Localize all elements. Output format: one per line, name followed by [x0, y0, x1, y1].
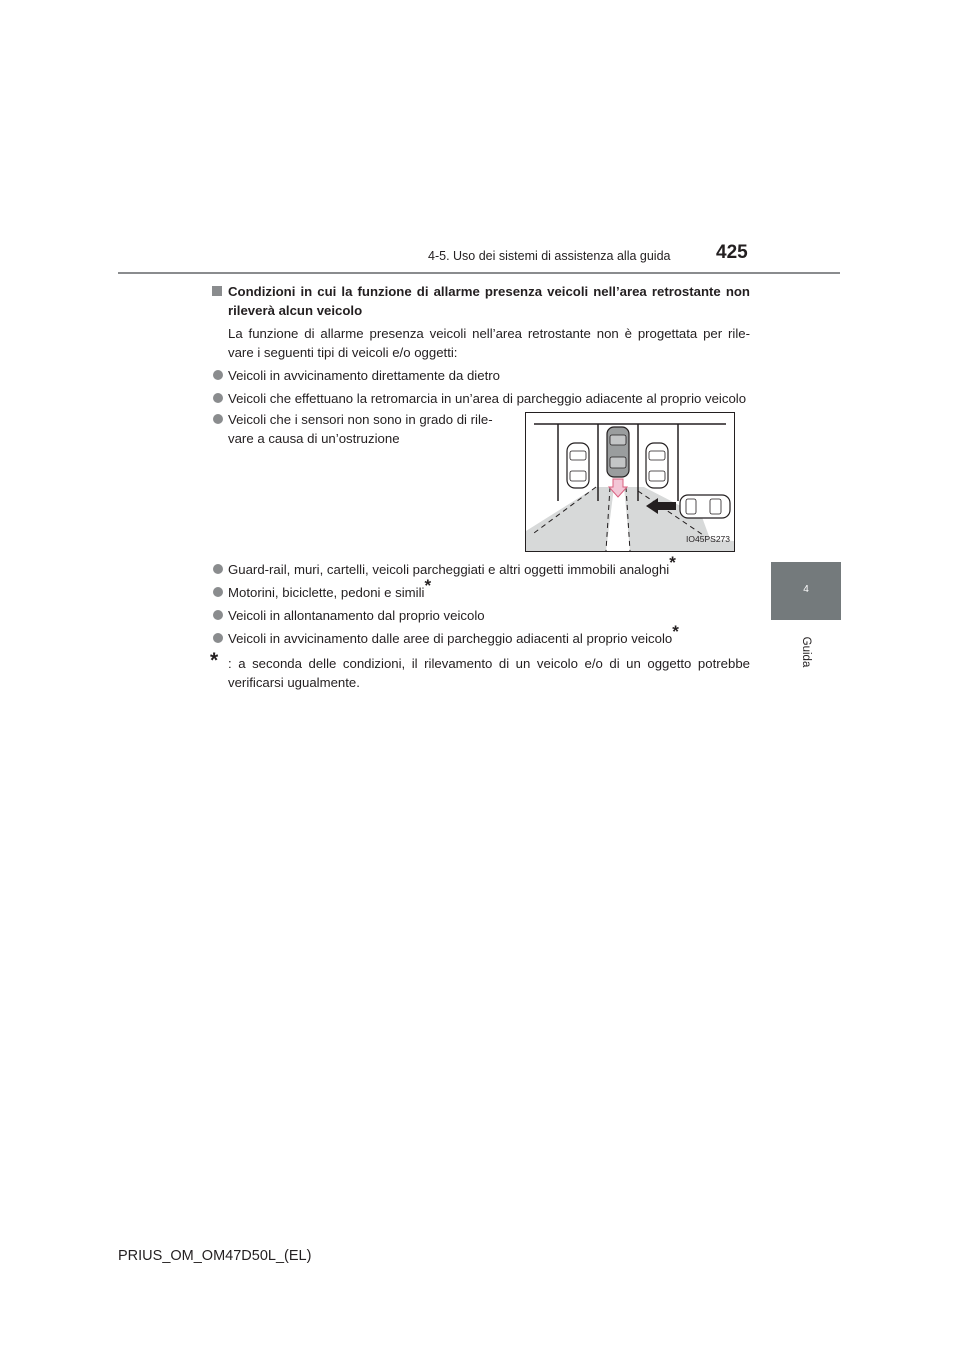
- car-windshield: [610, 435, 626, 445]
- chapter-number: 4: [803, 584, 809, 595]
- circle-bullet-icon: [213, 393, 223, 403]
- car-windshield: [649, 451, 665, 460]
- footnote-text: : a seconda delle condizioni, il rilevamento di un veicolo e/o di un oggetto potrebbe verificarsi ugualmente.: [228, 656, 750, 690]
- bullet-with-figure: [212, 410, 750, 556]
- asterisk-mark: *: [669, 553, 676, 572]
- car-window: [686, 499, 696, 514]
- own-car: [607, 427, 629, 477]
- list-item-text: Veicoli in avvicinamento dalle aree di parcheggio adiacenti al proprio veicolo: [228, 631, 673, 646]
- list-item: [212, 606, 750, 625]
- list-item-text: Guard-rail, muri, cartelli, veicoli parcheggiati e altri oggetti immobili analoghi: [228, 562, 670, 577]
- asterisk-mark: *: [424, 576, 432, 595]
- square-bullet-icon: [212, 286, 222, 296]
- asterisk-mark: *: [672, 622, 679, 641]
- list-item: [212, 366, 750, 385]
- list-item: [212, 410, 510, 448]
- header-divider: [118, 272, 840, 274]
- list-item-text: Veicoli in allontanamento dal proprio veicolo: [228, 608, 485, 623]
- chapter-label: Guida: [800, 636, 812, 668]
- circle-bullet-icon: [213, 587, 223, 597]
- parking-illustration: [525, 412, 735, 552]
- chapter-tab: [771, 562, 841, 620]
- car-rear-window: [649, 471, 665, 481]
- chapter-label-box: [798, 628, 814, 676]
- list-item: [212, 553, 750, 579]
- circle-bullet-icon: [213, 633, 223, 643]
- car-windshield: [570, 451, 586, 460]
- list-item-text: Veicoli che effettuano la retromarcia in un’area di parcheggio adiacente al proprio veicolo: [228, 391, 747, 406]
- list-item: [212, 389, 750, 408]
- list-item-text: Motorini, biciclette, pedoni e simili: [228, 585, 425, 600]
- page-number: 425: [716, 242, 748, 263]
- header-section-title: 4-5. Uso dei sistemi di assistenza alla guida: [428, 249, 671, 263]
- car-window: [710, 499, 721, 514]
- list-item-text: Veicoli che i sensori non sono in grado di rile- vare a causa di un’ostruzione: [228, 412, 493, 446]
- circle-bullet-icon: [213, 370, 223, 380]
- figure-code: IO45PS273: [686, 534, 730, 544]
- section-heading: [212, 282, 750, 320]
- car-rear-window: [570, 471, 586, 481]
- circle-bullet-icon: [213, 610, 223, 620]
- section-heading-text: Condizioni in cui la funzione di allarme presenza veicoli nell’area retrostante non rileverà alcun veicolo: [228, 284, 750, 318]
- footnote: [210, 649, 750, 692]
- intro-paragraph: La funzione di allarme presenza veicoli nell’area retrostante non è progettata per rile- vare i seguenti tipi di veicoli e/o oggetti:: [228, 326, 750, 360]
- list-item: [212, 622, 750, 648]
- main-content: [212, 282, 750, 692]
- list-item-text: Veicoli in avvicinamento direttamente da dietro: [228, 368, 500, 383]
- left-detection-area: [526, 487, 614, 551]
- circle-bullet-icon: [213, 414, 223, 424]
- document-id: PRIUS_OM_OM47D50L_(EL): [118, 1248, 312, 1264]
- footnote-asterisk: *: [210, 649, 219, 672]
- circle-bullet-icon: [213, 564, 223, 574]
- list-item: [212, 576, 750, 602]
- car-rear-window: [610, 457, 626, 468]
